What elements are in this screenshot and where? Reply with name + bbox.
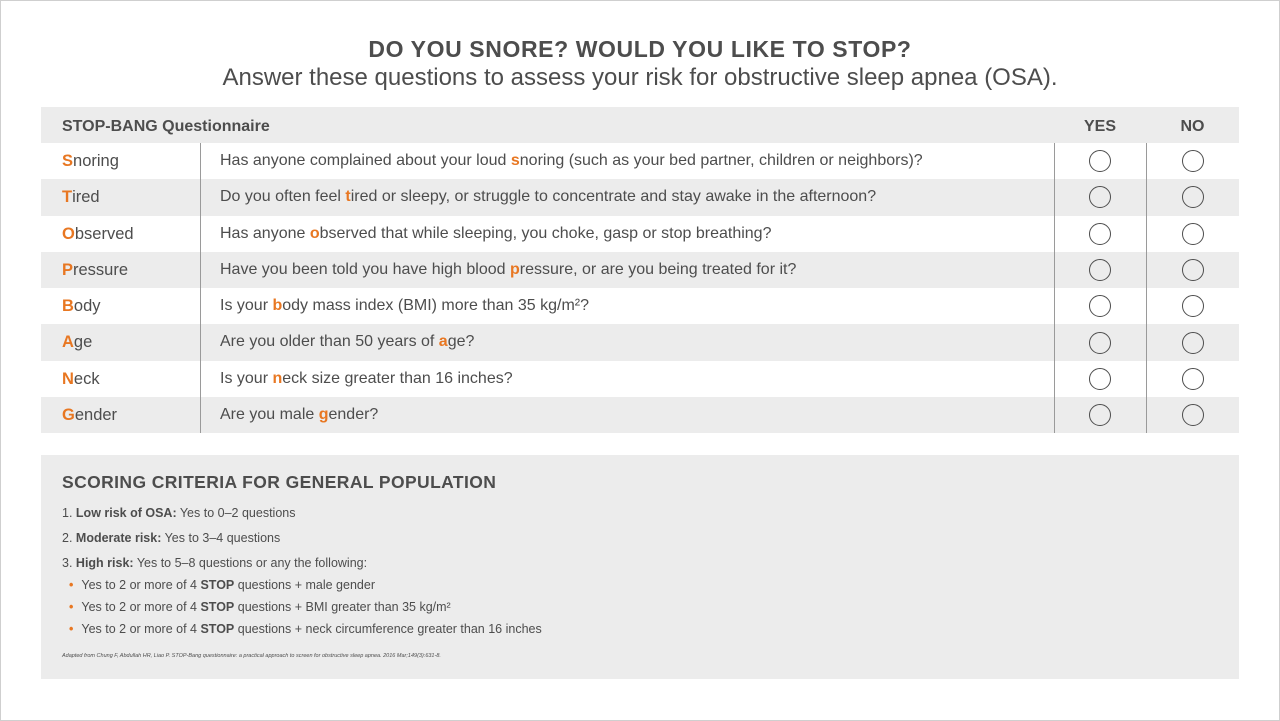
no-column-header: NO [1180,118,1205,135]
page-subtitle: Answer these questions to assess your risk for obstructive sleep apnea (OSA). [222,64,1058,91]
no-radio[interactable] [1182,223,1204,245]
item-number: 2. [62,531,73,545]
question-highlight: o [309,224,320,242]
citation: Adapted from Chung F, Abdullah HR, Liao P. STOP-Bang questionnaire: a practical approach to screen for obstructive sleep apnea. 2016 Mar;149(3):631-8. [62,653,441,659]
question-part: Do you often feel [220,188,346,206]
question-highlight: g [318,406,329,424]
no-radio[interactable] [1182,332,1204,354]
question-row [41,324,1239,360]
scoring-panel [41,455,1239,679]
term-rest: ired [72,188,100,207]
no-radio[interactable] [1182,368,1204,390]
no-cell [1146,216,1239,252]
term-rest: ody [73,297,101,316]
bullet-text: questions + neck circumference greater than 16 inches [234,622,542,636]
scoring-bullet [69,622,542,636]
term-rest: ressure [73,260,129,279]
question-highlight: b [272,297,283,315]
yes-radio[interactable] [1089,295,1111,317]
question-part: Has anyone complained about your loud [220,152,511,169]
page-title: DO YOU SNORE? WOULD YOU LIKE TO STOP? [368,36,912,62]
no-cell [1146,179,1239,215]
term-label [62,261,128,280]
yes-divider [1054,143,1055,433]
term-label [62,370,100,389]
no-cell [1146,397,1239,433]
no-cell [1146,361,1239,397]
term-letter: S [62,152,74,170]
no-radio[interactable] [1182,259,1204,281]
question-part: Is your [220,297,273,315]
question-text [220,406,378,424]
no-cell [1146,288,1239,324]
term-letter: O [62,224,75,243]
term-letter: B [62,297,74,316]
question-text [220,370,513,388]
question-part: Is your [220,369,273,387]
bullet-icon: • [69,600,74,614]
bullet-bold: STOP [200,600,235,614]
bullet-bold: STOP [200,578,235,592]
stop-bang-table [41,107,1239,433]
bullet-text: questions + BMI greater than 35 kg/m² [234,600,451,614]
question-part: ired or sleepy, or struggle to concentrate and stay awake in the afternoon? [350,188,877,206]
term-letter: T [62,188,73,207]
question-row [41,288,1239,324]
term-rest: bserved [74,224,134,243]
question-part: Are you male [220,406,319,424]
bullet-text: questions + male gender [234,578,375,592]
term-label [62,333,92,352]
item-text: Yes to 5–8 questions or any the following: [133,556,368,570]
term-rest: eck [73,369,100,388]
term-letter: P [62,260,74,279]
yes-radio[interactable] [1089,223,1111,245]
question-row [41,179,1239,215]
question-part: ge? [447,333,475,351]
no-radio[interactable] [1182,404,1204,426]
question-text [220,188,876,206]
bullet-text: Yes to 2 or more of 4 [81,600,201,614]
term-divider [200,143,201,433]
question-part: eck size greater than 16 inches? [282,369,513,387]
term-letter: A [62,333,74,352]
term-letter: N [62,369,74,388]
question-part: Has anyone [220,224,310,242]
no-radio[interactable] [1182,150,1204,172]
scoring-bullet [69,600,451,614]
question-highlight: n [272,369,283,387]
question-row [41,397,1239,433]
question-row [41,361,1239,397]
yes-cell [1054,397,1146,433]
item-label: High risk: [75,556,134,570]
yes-radio[interactable] [1089,186,1111,208]
bullet-icon: • [69,622,74,636]
table-header [41,107,1239,143]
yes-cell [1054,179,1146,215]
bullet-text: Yes to 2 or more of 4 [81,578,201,592]
question-part: noring (such as your bed partner, children or neighbors)? [519,152,923,169]
bullet-text: Yes to 2 or more of 4 [81,622,201,636]
yes-radio[interactable] [1089,404,1111,426]
item-number: 1. [62,506,73,520]
question-highlight: a [438,333,448,351]
bullet-icon: • [69,578,74,592]
term-label [62,188,100,207]
scoring-item [62,531,280,545]
no-divider [1146,143,1147,433]
yes-radio[interactable] [1089,332,1111,354]
no-radio[interactable] [1182,186,1204,208]
yes-cell [1054,143,1146,179]
question-part: ressure, or are you being treated for it? [519,260,797,278]
question-text [220,152,923,170]
term-letter: G [62,406,75,425]
question-highlight: t [345,188,351,206]
question-highlight: s [510,152,520,169]
question-part: Have you been told you have high blood [220,260,510,278]
item-text: Yes to 0–2 questions [176,506,296,520]
no-radio[interactable] [1182,295,1204,317]
yes-cell [1054,324,1146,360]
term-rest: ge [73,333,93,352]
yes-cell [1054,288,1146,324]
question-part: Are you older than 50 years of [220,333,439,351]
term-label [62,406,117,425]
question-row [41,216,1239,252]
yes-cell [1054,361,1146,397]
question-text [220,297,589,315]
item-label: Low risk of OSA: [75,506,177,520]
question-row [41,143,1239,179]
yes-cell [1054,252,1146,288]
questionnaire-title: STOP-BANG Questionnaire [62,118,270,135]
bullet-bold: STOP [200,622,235,636]
question-text [220,333,474,351]
term-label [62,297,101,316]
term-rest: noring [73,152,119,170]
question-text [220,225,771,243]
term-label [62,225,134,244]
no-cell [1146,252,1239,288]
item-number: 3. [62,556,73,570]
yes-radio[interactable] [1089,259,1111,281]
question-highlight: p [510,260,520,278]
no-cell [1146,143,1239,179]
yes-radio[interactable] [1089,150,1111,172]
question-text [220,261,796,279]
scoring-title: SCORING CRITERIA FOR GENERAL POPULATION [62,472,497,492]
question-part: ody mass index (BMI) more than 35 kg/m²? [282,297,590,315]
question-part: bserved that while sleeping, you choke, gasp or stop breathing? [319,224,772,242]
item-label: Moderate risk: [75,531,162,545]
item-text: Yes to 3–4 questions [161,531,281,545]
question-rows [41,143,1239,433]
question-part: ender? [328,406,379,424]
term-rest: ender [74,406,118,425]
scoring-item [62,556,367,570]
term-label [62,152,119,171]
no-cell [1146,324,1239,360]
scoring-bullet [69,578,375,592]
yes-column-header: YES [1083,118,1116,135]
yes-radio[interactable] [1089,368,1111,390]
question-row [41,252,1239,288]
scoring-item [62,506,295,520]
yes-cell [1054,216,1146,252]
